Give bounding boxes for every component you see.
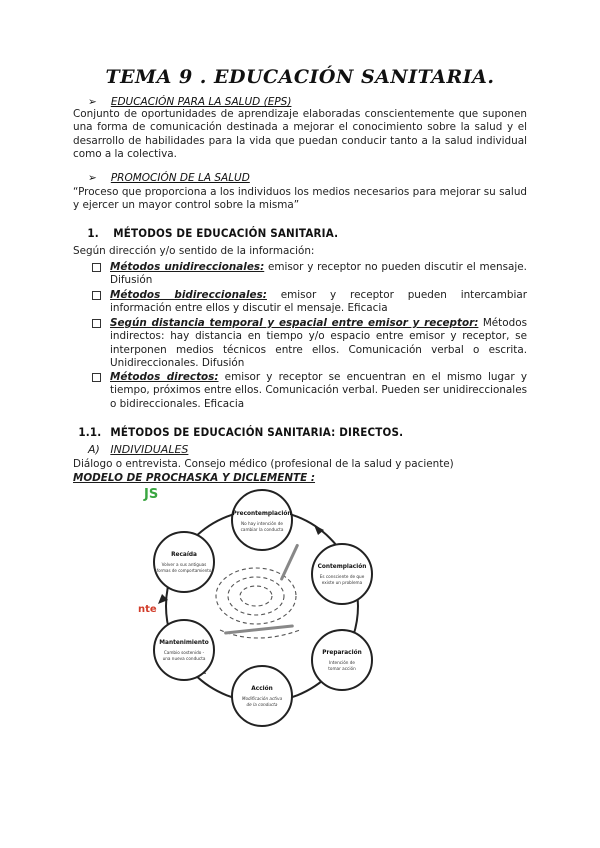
stage-name: Contemplación — [317, 564, 367, 570]
stage-name: Acción — [251, 686, 273, 692]
method-item — [92, 317, 527, 371]
method-desc: emisor y receptor no pueden discutir el mensaje. Difusión — [110, 261, 527, 287]
stage-desc: No hay intención de — [241, 521, 283, 526]
method-term: Según distancia temporal y espacial entre emisor y receptor: — [110, 317, 479, 329]
arrow-bullet-icon: ➢ — [88, 172, 97, 184]
section-1-title: MÉTODOS DE EDUCACIÓN SANITARIA. — [113, 226, 339, 240]
promocion-heading — [88, 172, 250, 184]
method-desc: emisor y receptor pueden intercambiar información entre ellos y discutir el mensaje. Eficacia — [110, 289, 527, 315]
promocion-definition: “Proceso que proporciona a los individuos los medios necesarios para mejorar su salud y ejercer un mayor control sobre la misma” — [73, 186, 527, 212]
sub-letter: A) — [88, 443, 100, 456]
sub-title: INDIVIDUALES — [110, 443, 189, 456]
model-heading: MODELO DE PROCHASKA Y DICLEMENTE : — [73, 472, 316, 484]
section-1-1-heading — [73, 425, 403, 439]
eps-definition: Conjunto de oportunidades de aprendizaje elaboradas conscientemente que suponen una forma de comunicación destinada a mejorar el conocimiento sobre la salud y el desarrollo de habilidades para la vida que puedan conducir tanto a la salud individual como a la colectiva. — [73, 108, 527, 161]
stage-desc: Modificación activa — [241, 696, 283, 701]
stage-desc: Volver a sus antiguas — [161, 562, 207, 567]
method-item — [92, 289, 527, 316]
method-term: Métodos bidireccionales: — [110, 289, 267, 301]
page-title: TEMA 9 . EDUCACIÓN SANITARIA. — [105, 66, 495, 88]
arrow-bullet-icon: ➢ — [88, 96, 97, 108]
stage-name: Precontemplación — [232, 511, 292, 517]
section-1-heading — [73, 226, 338, 240]
eps-heading — [88, 96, 291, 108]
fragment-top: JS — [144, 487, 159, 502]
section-1-intro: Según dirección y/o sentido de la información: — [73, 245, 315, 257]
eps-heading-text: EDUCACIÓN PARA LA SALUD (EPS) — [110, 96, 292, 108]
method-desc: Métodos indirectos: hay distancia en tiempo y/o espacio entre emisor y receptor, se interponen medios técnicos entre ellos. Comunicación verbal o escrita. Unidireccionales. Difusión — [110, 317, 527, 370]
stage-mantenimiento — [154, 620, 214, 680]
section-1-number: 1. — [87, 226, 99, 240]
stage-desc: de la conducta — [246, 702, 278, 707]
method-term: Métodos directos: — [110, 371, 219, 383]
section-1-1-title: MÉTODOS DE EDUCACIÓN SANITARIA: DIRECTOS. — [110, 425, 404, 439]
method-term: Métodos unidireccionales: — [110, 261, 265, 273]
individuales-heading — [88, 443, 188, 456]
checkbox-icon — [92, 263, 101, 272]
stage-desc: Es consciente de que — [319, 574, 365, 579]
checkbox-icon — [92, 319, 101, 328]
stage-accion — [232, 666, 292, 726]
stage-desc: formas de comportamiento — [156, 568, 212, 573]
stage-name: Recaída — [171, 552, 197, 558]
checkbox-icon — [92, 291, 101, 300]
stage-desc: existe un problema — [321, 580, 363, 585]
stage-desc: tomar acción — [328, 666, 356, 671]
stage-contemplacion — [312, 544, 372, 604]
stage-preparacion — [312, 630, 372, 690]
prochaska-diagram — [138, 484, 378, 732]
stage-desc: Cambio sostenido - — [163, 650, 205, 655]
fragment-left: nte — [138, 604, 157, 615]
promocion-heading-text: PROMOCIÓN DE LA SALUD — [110, 172, 250, 184]
stage-desc: cambiar la conducta — [240, 527, 284, 532]
checkbox-icon — [92, 373, 101, 382]
stage-name: Preparación — [322, 650, 362, 656]
method-desc: emisor y receptor se encuentran en el mismo lugar y tiempo, próximos entre ellos. Comunicación verbal. Pueden ser unidireccionales o bidireccionales. Eficacia — [110, 371, 527, 410]
stage-name: Mantenimiento — [159, 640, 209, 646]
section-1-1-number: 1.1. — [78, 425, 102, 439]
method-item — [92, 371, 527, 411]
method-item — [92, 261, 527, 288]
stage-desc: Intención de — [328, 660, 356, 665]
stage-precontemplacion — [232, 490, 292, 550]
stage-recaida — [154, 532, 214, 592]
individuales-line: Diálogo o entrevista. Consejo médico (profesional de la salud y paciente) — [73, 458, 454, 470]
stage-desc: una nueva conducta — [162, 656, 206, 661]
